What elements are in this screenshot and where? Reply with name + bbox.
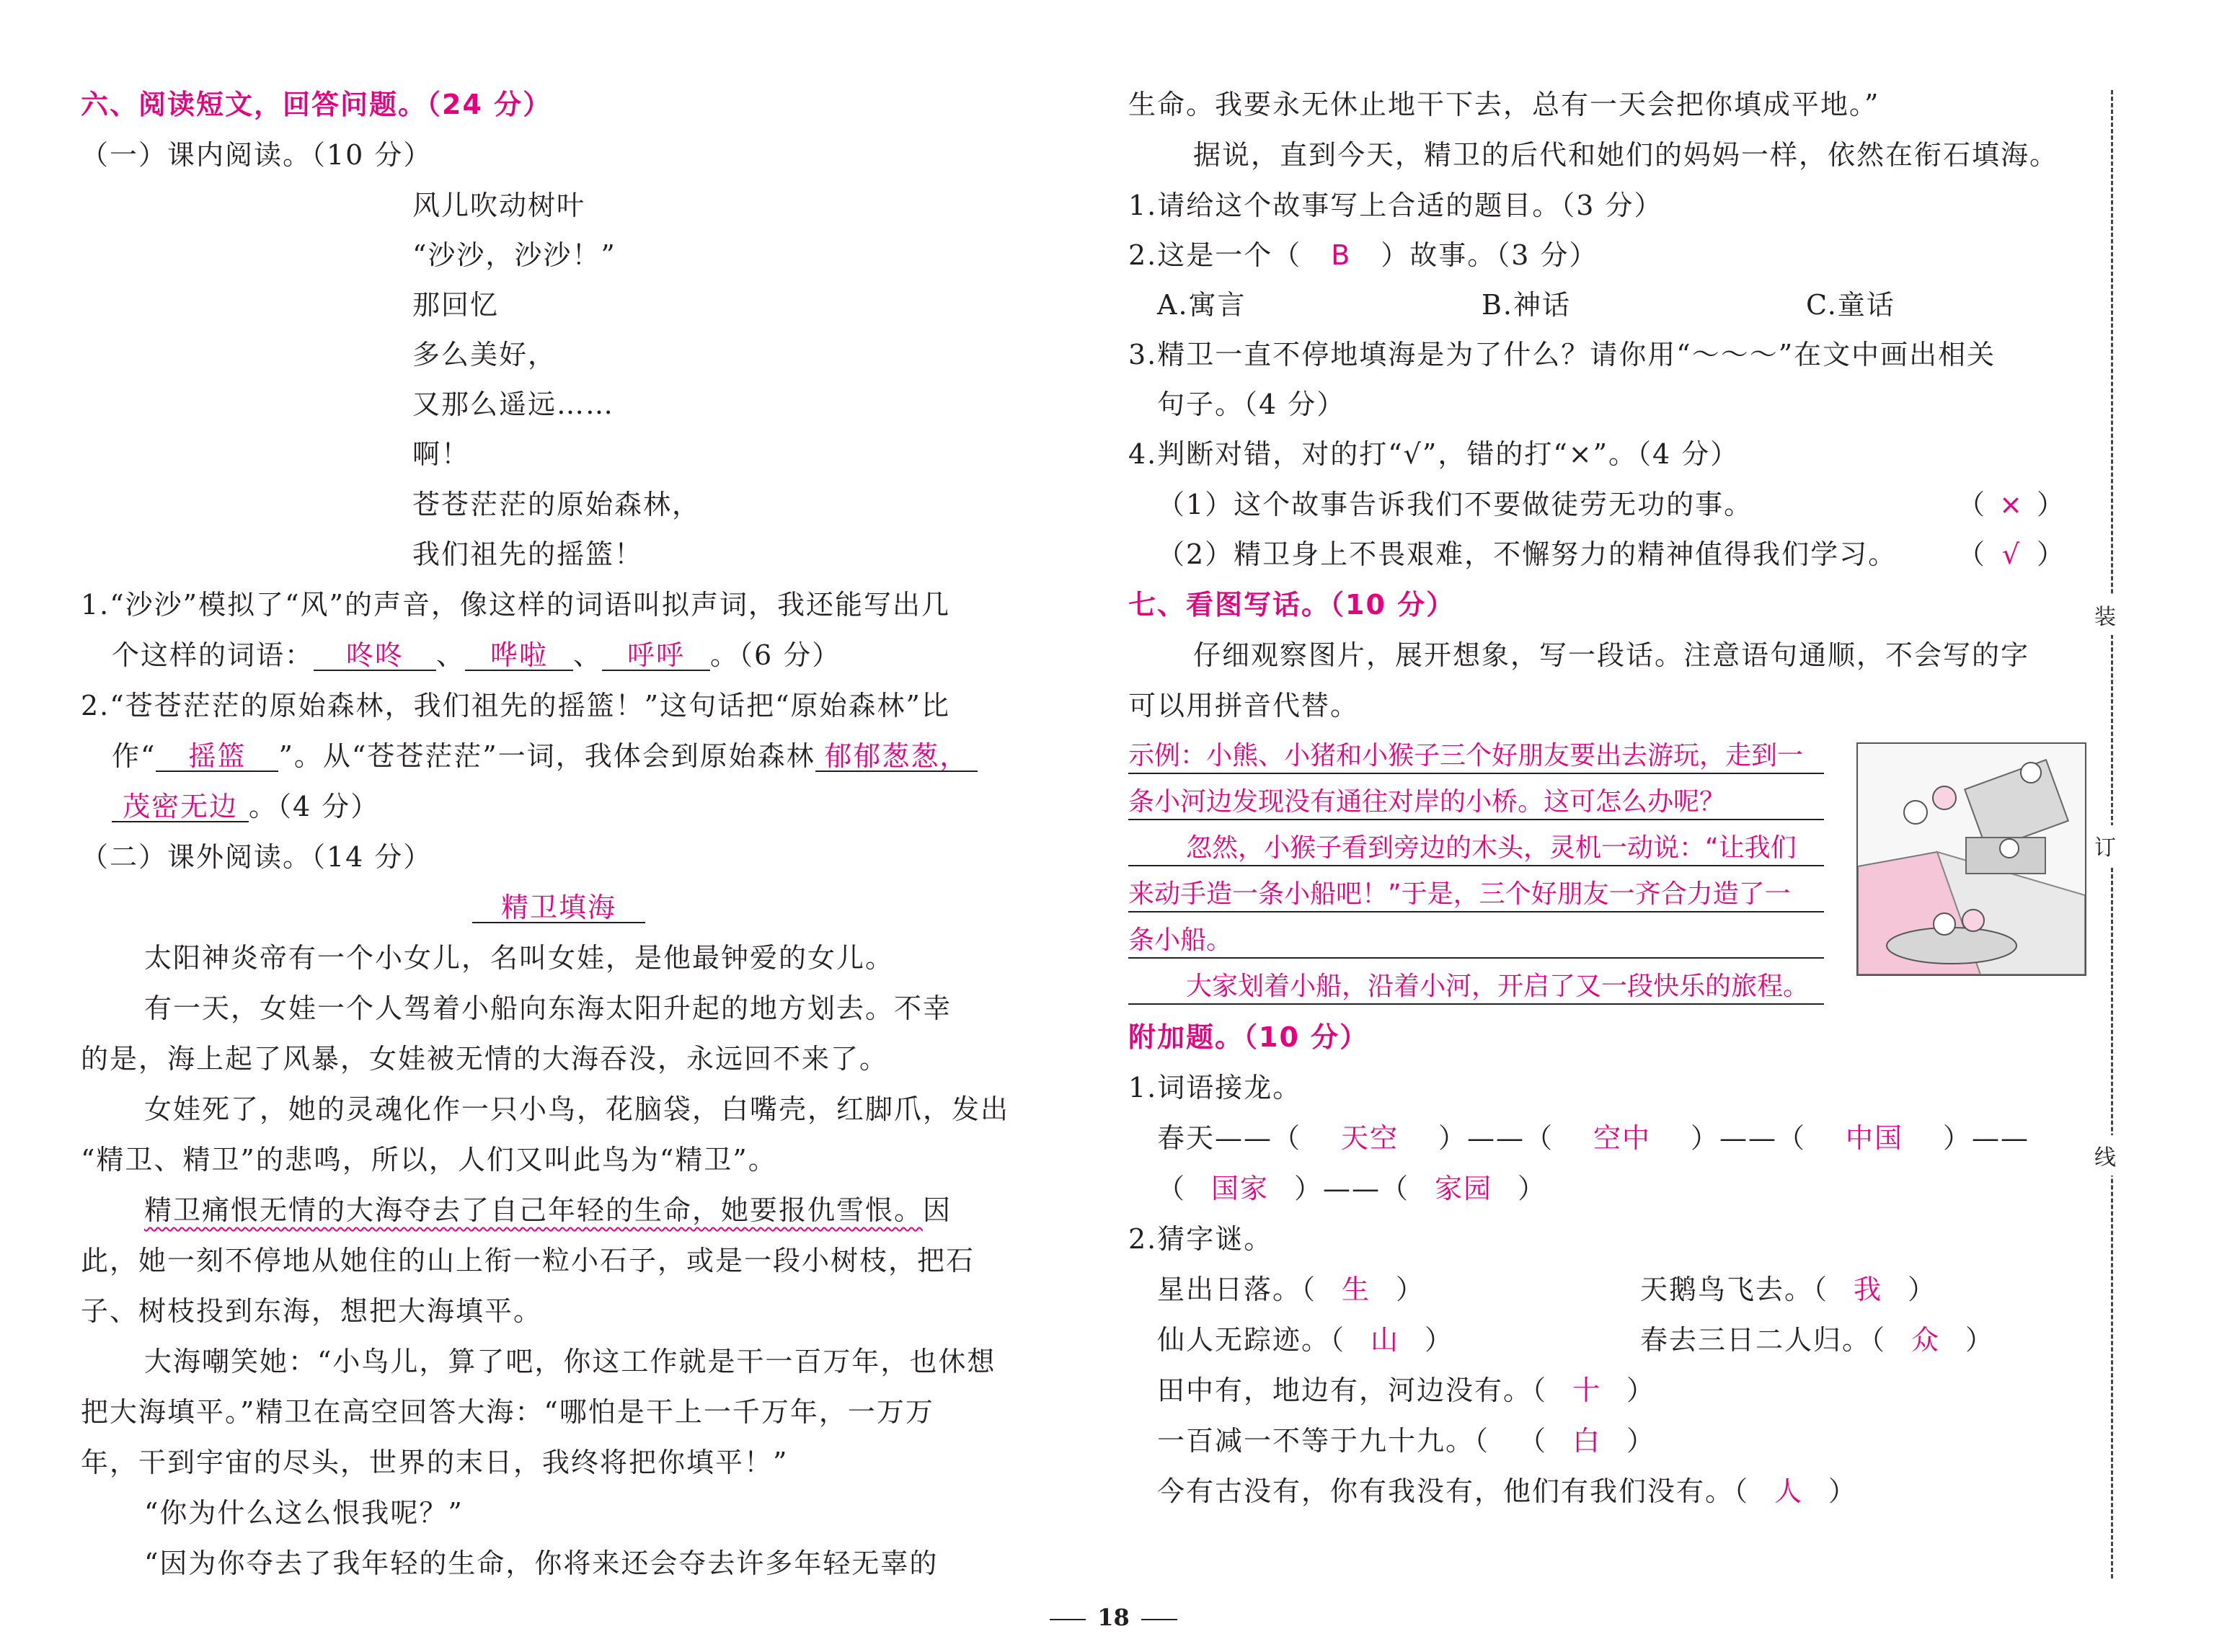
riddle [1640,1273,1936,1306]
poem-line: 啊！ [412,438,471,470]
reading-q3 [1128,338,1996,371]
bonus-heading: 附加题。（10 分） [1128,1021,1369,1053]
section-7-heading: 七、看图写话。（10 分） [1128,589,1456,621]
poem-line: 我们祖先的摇篮！ [412,538,644,570]
q1-answer-1: 咚咚 [314,641,436,671]
riddle-text: 今有古没有，你有我没有，他们有我们没有。（ [1157,1475,1750,1507]
q1-prefix: 个这样的词语： [112,639,314,671]
riddle-text: 一百减一不等于九十九。（ [1157,1425,1490,1457]
paren-close: ） [1626,1375,1656,1406]
bonus-q2: 2.猜字谜。 [1128,1223,1273,1255]
judge-answer-box [1957,538,2066,571]
bonus-q1: 1.词语接龙。 [1128,1072,1302,1103]
chain-link: ）——（ [1691,1122,1807,1154]
q2-prefix: 作“ [112,740,156,772]
poem-line: 又那么遥远…… [412,388,615,420]
riddle-answer: 生 [1342,1274,1371,1305]
reading-q2-answer: B [1331,239,1352,271]
page-number-footer [0,1604,2227,1631]
story-line: 子、树枝投到东海，想把大海填平。 [81,1295,543,1327]
chain-word: 国家 [1211,1173,1270,1204]
q2-suffix: ）故事。（3 分） [1381,239,1598,271]
q1-suffix: 。（6 分） [710,639,841,671]
q2-answer-2a: 郁郁葱葱， [815,742,978,772]
essay-line: 条小船。 [1128,924,1824,959]
paren-close: ） [1828,1475,1858,1507]
story-title: 精卫填海 [472,893,645,923]
reading-q2 [1128,239,1598,272]
judge-answer-box [1957,488,2066,521]
footer-dash [1050,1619,1086,1620]
q2-answer-2b: 茂密无边 [112,792,249,822]
story-line: 女娃死了，她的灵魂化作一只小鸟，花脑袋，白嘴壳，红脚爪，发出 [144,1093,1010,1125]
chain-word: 中国 [1846,1122,1904,1154]
paren-open: （ [1957,489,1987,520]
binding-label: 装 [2094,595,2116,635]
q3-a: 3.精卫一直不停地填海是为了什么？请你用“ [1128,339,1692,370]
footer-dash [1141,1619,1177,1620]
riddle-text: 田中有，地边有，河边没有。（ [1157,1375,1548,1406]
paren-close: ） [2037,538,2066,570]
question-2-answer-line [112,740,978,773]
paren-close: ） [1396,1274,1425,1305]
riddle [1157,1374,1655,1407]
riddle [1157,1424,1655,1457]
riddle-text: 春去三日二人归。（ [1640,1324,1887,1356]
story-line: 年，干到宇宙的尽头，世界的末日，我终将把你填平！” [81,1447,789,1478]
paren-open: （ [1518,1425,1548,1457]
riddle-answer: 山 [1371,1324,1400,1356]
q1-sep: 、 [436,639,466,671]
reading-q1: 1.请给这个故事写上合适的题目。（3 分） [1128,190,1663,221]
essay-line: 条小河边发现没有通往对岸的小桥。这可怎么办呢？ [1128,786,1824,820]
riddle-text: 天鹅鸟飞去。（ [1640,1274,1829,1305]
part-1-title: （一）课内阅读。（10 分） [81,139,433,171]
story-line-underlined [144,1194,952,1227]
riddle-answer: 众 [1911,1324,1941,1356]
chain-word: 空中 [1593,1122,1652,1154]
q1-answer-3: 呼呼 [602,641,710,671]
q1-sep: 、 [573,639,603,671]
riddle-answer: 人 [1774,1475,1804,1507]
poem-line: 苍苍茫茫的原始森林， [412,489,701,520]
reading-q4: 4.判断对错，对的打“√”，错的打“×”。（4 分） [1128,438,1740,470]
story-line: 有一天，女娃一个人驾着小船向东海太阳升起的地方划去。不幸 [144,992,952,1024]
judge-answer: √ [2001,538,2022,570]
riddle [1157,1273,1425,1306]
poem-line: 风儿吹动树叶 [412,190,586,221]
riddle [1157,1475,1857,1508]
riddle [1157,1323,1453,1356]
question-1: 1.“沙沙”模拟了“风”的声音，像这样的词语叫拟声词，我还能写出几 [81,589,950,621]
chain-end: ）—— [1943,1122,2030,1154]
story-line: 大海嘲笑她：“小鸟儿，算了吧，你这工作就是干一百万年，也休想 [144,1346,996,1377]
illustration-svg [1858,744,2085,974]
chain-link: ）——（ [1294,1173,1410,1204]
paren-open: （ [1157,1173,1187,1204]
word-chain-row-1 [1157,1122,2029,1155]
paren-open: （ [1957,538,1987,570]
page-number: 18 [1097,1604,1130,1631]
story-line: 太阳神炎帝有一个小女儿，名叫女娃，是他最钟爱的女儿。 [144,942,895,974]
q3-b: ”在文中画出相关 [1778,339,1996,370]
q2-suffix: 。（4 分） [249,791,380,822]
poem-line: 那回忆 [412,289,500,321]
riddle-text: 星出日落。（ [1157,1274,1317,1305]
story-line: 此，她一刻不停地从她住的山上衔一粒小石子，或是一段小树枝，把石 [81,1245,975,1276]
paren-close: ） [1425,1324,1454,1356]
story-continued: 据说，直到今天，精卫的后代和她们的妈妈一样，依然在衔石填海。 [1193,139,2059,171]
part-2-title: （二）课外阅读。（14 分） [81,841,433,873]
judge-item: （2）精卫身上不畏艰难，不懈努力的精神值得我们学习。 [1157,538,1898,570]
poem-line: “沙沙，沙沙！” [412,239,616,271]
paren-close: ） [1965,1324,1995,1356]
section-6-heading: 六、阅读短文，回答问题。（24 分） [81,89,552,120]
poem-line: 多么美好， [412,339,557,370]
q2-answer-1: 摇篮 [156,742,278,772]
essay-line: 大家划着小船，沿着小河，开启了又一段快乐的旅程。 [1128,970,1824,1005]
riddle-text: 仙人无踪迹。（ [1157,1324,1346,1356]
q2-prefix: 2.这是一个（ [1128,239,1302,271]
story-title-wrap [472,891,645,924]
wavy-underlined-sentence: 精卫痛恨无情的大海夺去了自己年轻的生命，她要报仇雪恨。 [144,1194,924,1226]
judge-item: （1）这个故事告诉我们不要做徒劳无功的事。 [1157,489,1753,520]
story-fragment: 因 [923,1194,952,1226]
riddle-answer: 十 [1572,1375,1602,1406]
judge-answer: × [1999,489,2024,520]
word-chain-row-2 [1157,1172,1546,1205]
paren-close: ） [2037,489,2066,520]
q1-answer-2: 哗啦 [465,641,573,671]
option-c: C.童话 [1806,289,1895,321]
paren-close: ） [1626,1425,1656,1457]
essay-line: 来动手造一条小船吧！”于是，三个好朋友一齐合力造了一 [1128,878,1824,912]
paren-close: ） [1518,1173,1547,1204]
paren-close: ） [1908,1274,1937,1305]
riddle [1640,1323,1994,1356]
story-line: “精卫、精卫”的悲鸣，所以，人们又叫此鸟为“精卫”。 [81,1144,777,1176]
section-7-instruction: 仔细观察图片，展开想象，写一段话。注意语句通顺，不会写的字 [1193,639,2030,671]
riddle-answer: 白 [1572,1425,1602,1457]
riddle-answer: 我 [1854,1274,1883,1305]
question-1-answer-line [112,639,841,672]
question-2: 2.“苍苍茫茫的原始森林，我们祖先的摇篮！”这句话把“原始森林”比 [81,690,950,721]
chain-word: 家园 [1435,1173,1493,1204]
illustration [1856,742,2086,976]
reading-q3-cont: 句子。（4 分） [1157,388,1346,420]
chain-start: 春天——（ [1157,1122,1302,1154]
binding-label: 线 [2094,1135,2116,1176]
essay-line: 忽然，小猴子看到旁边的木头，灵机一动说：“让我们 [1128,832,1824,866]
essay-line: 示例：小熊、小猪和小猴子三个好朋友要出去游玩，走到一 [1128,740,1824,774]
story-line: 的是，海上起了风暴，女娃被无情的大海吞没，永远回不来了。 [81,1043,889,1075]
question-2-answer-line-2 [112,790,379,823]
section-7-instruction: 可以用拼音代替。 [1128,690,1360,721]
chain-link: ）——（ [1438,1122,1554,1154]
chain-word: 天空 [1341,1122,1399,1154]
story-continued: 生命。我要永无休止地干下去，总有一天会把你填成平地。” [1128,89,1880,120]
wavy-mark: ～～～ [1691,339,1779,370]
story-line: 把大海填平。”精卫在高空回答大海：“哪怕是干上一千万年，一万万 [81,1396,934,1428]
story-line: “因为你夺去了我年轻的生命，你将来还会夺去许多年轻无辜的 [144,1547,939,1579]
binding-label: 订 [2094,825,2116,866]
story-line: “你为什么这么恨我呢？” [144,1497,464,1529]
option-b: B.神话 [1482,289,1572,321]
q2-mid: ”。从“苍苍茫茫”一词，我体会到原始森林 [278,740,815,772]
option-a: A.寓言 [1157,289,1247,321]
